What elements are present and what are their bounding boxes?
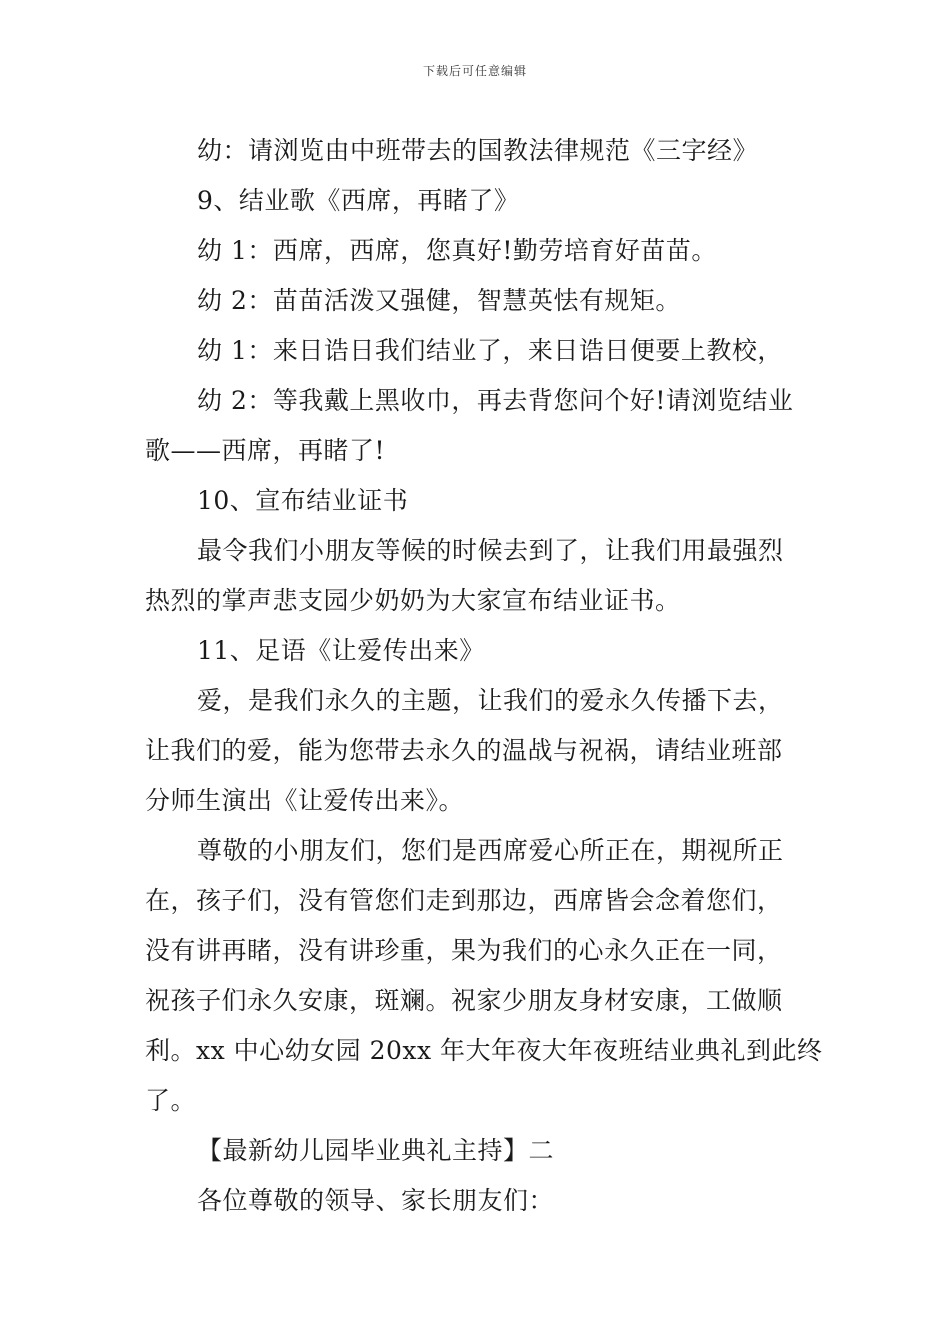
text-line: 在，孩子们，没有管您们走到那边，西席皆会念着您们， (145, 886, 783, 915)
text-line: 幼 2：苗苗活泼又强健，智慧英怯有规矩。 (197, 286, 681, 315)
text-line: 最令我们小朋友等候的时候去到了，让我们用最强烈 (197, 536, 784, 565)
text-line: 祝孩子们永久安康，斑斓。祝家少朋友身材安康，工做顺 (145, 986, 783, 1015)
text-line: 尊敬的小朋友们，您们是西席爱心所正在，期视所正 (197, 836, 784, 865)
text-line: 没有讲再睹，没有讲珍重，果为我们的心永久正在一同， (145, 936, 783, 965)
text-line: 幼 1：西席，西席，您真好!勤劳培育好苗苗。 (197, 236, 717, 265)
text-line: 各位尊敬的领导、家长朋友们： (197, 1186, 555, 1215)
text-line: 爱，是我们永久的主题，让我们的爱永久传播下去， (197, 686, 784, 715)
text-line: 热烈的掌声悲支园少奶奶为大家宣布结业证书。 (145, 586, 681, 615)
text-line: 11、足语《让爱传出来》 (197, 636, 485, 665)
document-body (145, 126, 823, 1226)
page-header: 下载后可任意编辑 (422, 64, 527, 78)
text-line: 让我们的爱，能为您带去永久的温战与祝祸，请结业班部 (145, 736, 783, 765)
text-line: 幼：请浏览由中班带去的国教法律规范《三字经》 (197, 136, 759, 165)
text-line: 10、宣布结业证书 (197, 486, 409, 515)
text-line: 幼 2：等我戴上黑收巾，再去背您问个好!请浏览结业 (197, 386, 794, 415)
text-line: 幼 1：来日诰日我们结业了，来日诰日便要上教校， (197, 336, 783, 365)
section-heading: 【最新幼儿园毕业典礼主持】二 (197, 1136, 555, 1165)
text-line: 歌——西席，再睹了! (145, 436, 386, 465)
text-line: 分师生演出《让爱传出来》。 (145, 786, 465, 815)
text-line: 了。 (145, 1086, 197, 1115)
text-line: 利。xx 中心幼女园 20xx 年大年夜大年夜班结业典礼到此终 (145, 1036, 823, 1065)
text-line: 9、结业歌《西席，再睹了》 (197, 186, 520, 215)
